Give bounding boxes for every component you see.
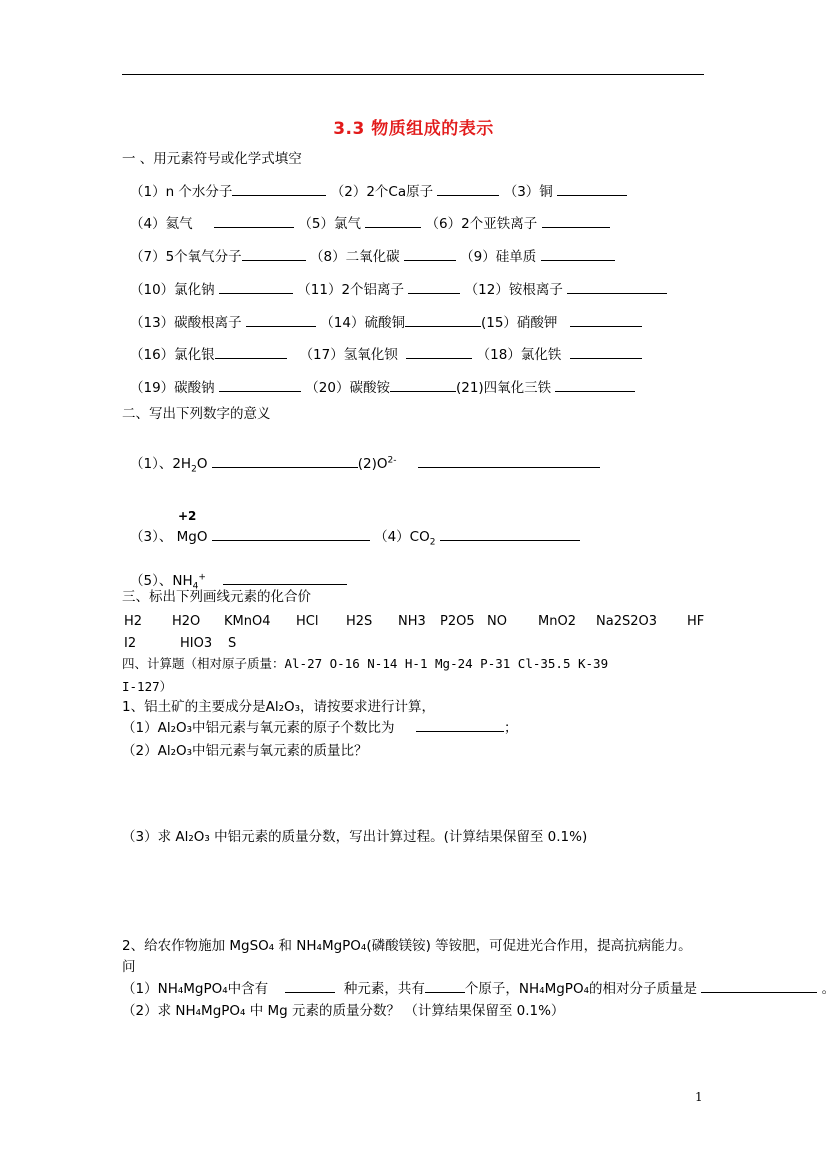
section3-heading: 三、标出下列画线元素的化合价 [122,589,311,605]
answer-blank[interactable] [425,980,465,993]
problem2-text-cont: 问 [122,959,136,975]
question-label: $(2)O^{2-}$ [357,455,397,472]
question-label: (15）硝酸钾 [480,315,558,331]
question-label: （3）、 MgO [130,529,208,545]
answer-blank[interactable] [405,314,481,327]
valence-mark: +2 [178,509,197,523]
formula: P2O5 [440,614,475,629]
formula: S [228,636,237,651]
question-label: $(4)CO_2$ [374,529,436,548]
header-rule [122,74,704,75]
section4-heading-cont: I-127） [122,679,173,694]
question-label: （1）Al₂O₃中铝元素与氧元素的原子个数比为 [122,720,395,736]
punctuation: 。 [821,981,835,997]
question-label: （19）碳酸钠 [130,380,215,396]
answer-blank[interactable] [219,281,293,294]
fill-row [130,281,667,299]
answer-blank[interactable] [212,528,370,541]
answer-blank[interactable] [557,183,627,196]
fill-row [130,248,615,266]
question-label: （20）碳酸铵 [305,380,390,396]
answer-blank[interactable] [212,455,358,468]
question-label: （13）碳酸根离子 [130,315,242,331]
answer-blank[interactable] [570,346,642,359]
question-label: 种元素，共有 [343,981,425,997]
answer-blank[interactable] [390,379,456,392]
meaning-row [130,451,600,478]
question-label: （8）二氧化碳 [309,249,400,265]
problem1-q3: （3）求 Al₂O₃ 中铝元素的质量分数，写出计算过程。(计算结果保留至 0.1%) [122,829,588,845]
problem1-q1 [122,719,518,737]
question-label: （16）氯化银 [130,347,215,363]
answer-blank[interactable] [285,980,335,993]
problem1-q2: （2）Al₂O₃中铝元素与氧元素的质量比？ [122,743,368,759]
formula: H2O [172,614,201,629]
question-label: （14）硫酸铜 [320,315,405,331]
formula: H2S [346,614,373,629]
section2-heading: 二、写出下列数字的意义 [122,406,271,422]
answer-blank[interactable] [437,183,499,196]
answer-blank[interactable] [440,528,580,541]
answer-blank[interactable] [215,346,287,359]
formula: HIO3 [180,636,213,651]
formula: NH3 [398,614,426,629]
answer-blank[interactable] [219,379,301,392]
question-label: （12）铵根离子 [464,282,563,298]
answer-blank[interactable] [541,248,615,261]
fill-row [130,346,642,364]
question-label: （1）n 个水分子 [130,184,233,200]
answer-blank[interactable] [223,572,347,585]
question-label: （2）2个Ca原子 [330,184,434,200]
page-number: 1 [695,1090,703,1104]
answer-blank[interactable] [408,281,460,294]
section4-heading: 四、计算题（相对原子质量：Al-27 O-16 N-14 H-1 Mg-24 P-31 Cl-35.5 K-39 [122,656,609,671]
formula: MnO2 [538,614,576,629]
answer-blank[interactable] [418,455,600,468]
question-label: （3）铜 [503,184,553,200]
fill-row [130,314,642,332]
problem2-text: 2、给农作物施加 MgSO₄ 和 NH₄MgPO₄(磷酸镁铵) 等铵肥，可促进光合作用，提高抗病能力。 [122,938,692,954]
formula: I2 [124,636,137,651]
question-label: （18）氯化铁 [476,347,562,363]
page-title: 3.3 物质组成的表示 [333,119,494,139]
question-label: （6）2个亚铁离子 [425,216,538,232]
question-label: （5）、$NH_4^+$ [130,572,206,592]
answer-blank[interactable] [214,215,294,228]
problem2-q1 [122,980,835,998]
punctuation: ； [504,720,518,736]
question-label: （9）硅单质 [460,249,537,265]
meaning-row [130,528,580,552]
question-label: （4）氦气 [130,216,193,232]
fill-row [130,183,627,201]
fill-row [130,215,610,233]
question-label: （10）氯化钠 [130,282,215,298]
fill-row [130,379,635,397]
answer-blank[interactable] [232,183,326,196]
question-label: （1）NH₄MgPO₄中含有 [122,981,269,997]
answer-blank[interactable] [567,281,667,294]
formula: NO [487,614,507,629]
answer-blank[interactable] [406,346,472,359]
question-label: （11）2个铝离子 [297,282,405,298]
question-label: （1）、$2H_2O$ [130,455,208,475]
question-label: （17）氢氧化钡 [299,347,398,363]
formula: Na2S2O3 [596,614,657,629]
question-label: （7）5个氧气分子 [130,249,242,265]
problem2-q2: （2）求 NH₄MgPO₄ 中 Mg 元素的质量分数？ （计算结果保留至 0.1%） [122,1003,565,1019]
answer-blank[interactable] [365,215,421,228]
answer-blank[interactable] [404,248,456,261]
formula: HF [687,614,705,629]
answer-blank[interactable] [246,314,316,327]
question-label: （5）氯气 [298,216,361,232]
problem1-text: 1、铝土矿的主要成分是Al₂O₃，请按要求进行计算， [122,699,436,715]
question-label: 个原子，NH₄MgPO₄的相对分子质量是 [464,981,697,997]
formula: KMnO4 [224,614,271,629]
question-label: (21)四氧化三铁 [455,380,552,396]
answer-blank[interactable] [242,248,306,261]
answer-blank[interactable] [555,379,635,392]
formula: HCl [296,614,319,629]
answer-blank[interactable] [416,719,504,732]
answer-blank[interactable] [542,215,610,228]
section1-heading: 一 、用元素符号或化学式填空 [122,151,302,167]
answer-blank[interactable] [701,980,817,993]
answer-blank[interactable] [570,314,642,327]
formula: H2 [124,614,143,629]
